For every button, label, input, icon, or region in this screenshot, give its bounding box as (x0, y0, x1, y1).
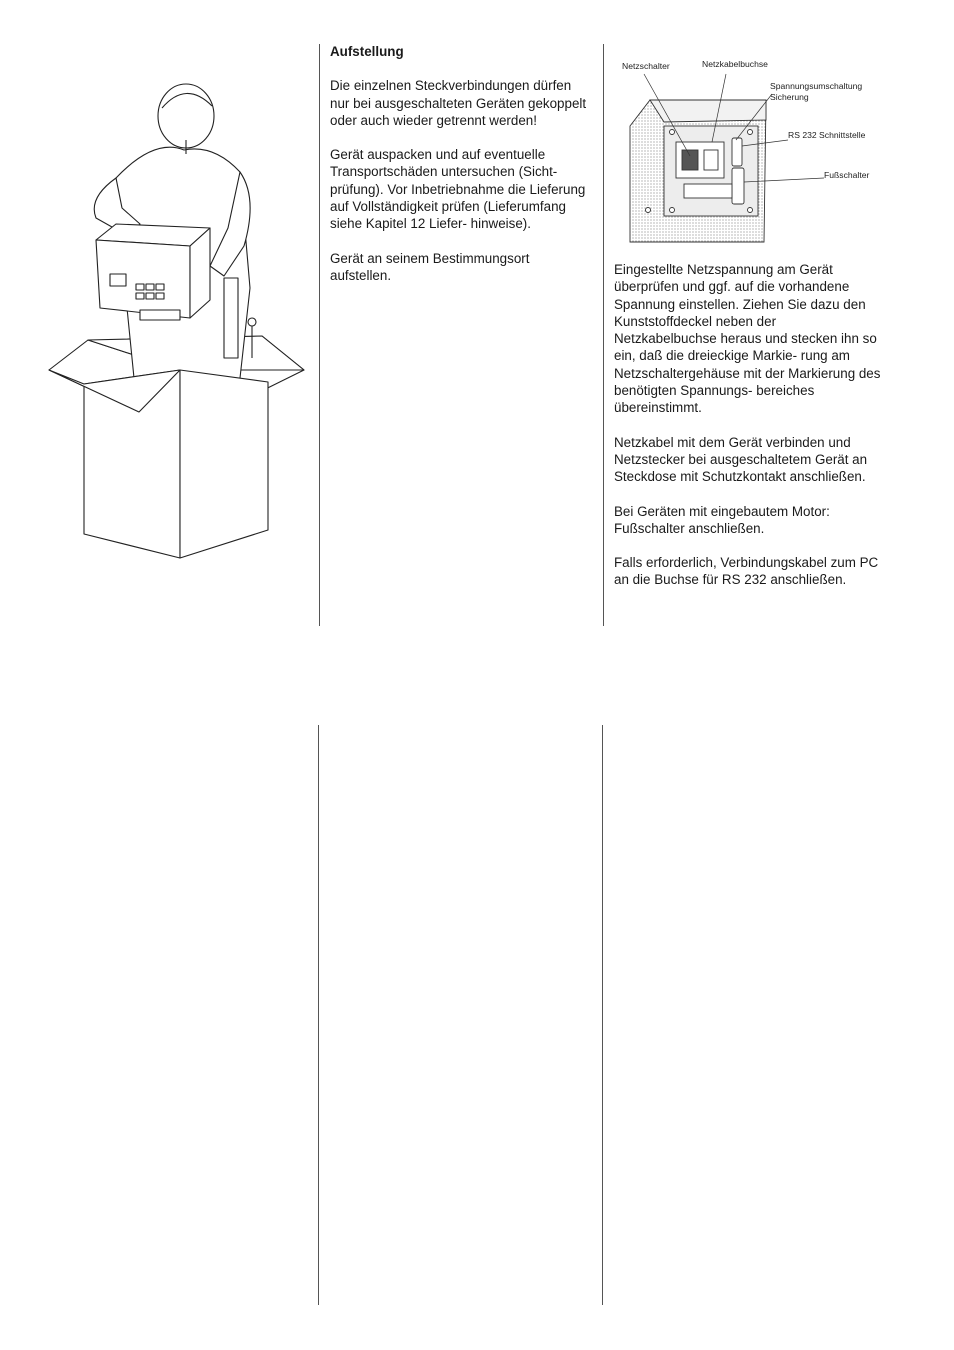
setup-paragraph: Gerät an seinem Bestimmungsort aufstellen. (330, 250, 530, 283)
column-divider-bottom-right (602, 725, 603, 1305)
label-foot-switch: Fußschalter (824, 170, 870, 180)
label-voltage-switch: Spannungsumschaltung (770, 81, 863, 91)
column-divider-top-right (603, 44, 604, 626)
label-rs232: RS 232 Schnittstelle (788, 130, 866, 140)
connection-paragraph: Netzkabel mit dem Gerät verbinden und Netzstecker bei ausgeschaltetem Gerät an Steckdose mit Schutzkontakt anschließen. (614, 434, 868, 485)
column-divider-top-left (319, 44, 320, 626)
connection-paragraph: Bei Geräten mit eingebautem Motor: Fußschalter anschließen. (614, 503, 830, 536)
setup-paragraph: Gerät auspacken und auf eventuelle Transportschäden untersuchen (Sicht- prüfung). Vor Inbetriebnahme die Lieferung auf Vollständigkeit prüfen (Lieferumfang siehe Kapitel 12 Liefer- hinweise). (330, 147, 586, 232)
label-mains-socket: Netzkabelbuchse (702, 59, 768, 69)
setup-section (330, 43, 592, 301)
label-fuse: Sicherung (770, 92, 809, 102)
unpacking-illustration (44, 78, 312, 568)
label-mains-switch: Netzschalter (622, 61, 670, 71)
connection-section (614, 261, 882, 606)
connection-paragraph: Falls erforderlich, Verbindungskabel zum PC an die Buchse für RS 232 anschließen. (614, 555, 879, 588)
connection-paragraph: Eingestellte Netzspannung am Gerät überprüfen und ggf. auf die vorhandene Spannung einstellen. Ziehen Sie dazu den Kunststoffdeckel neben der Netzkabelbuchse heraus und stecken ihn so ein, daß die dreieckige Markie- rung am Netzschaltergehäuse mit der Markierung des benötigten Spannungs- bereiches übereinstimmt. (614, 262, 881, 416)
column-divider-bottom-left (318, 725, 319, 1305)
setup-heading: Aufstellung (330, 44, 404, 59)
setup-paragraph: Die einzelnen Steckverbindungen dürfen nur bei ausgeschalteten Geräten gekoppelt oder auch wieder getrennt werden! (330, 78, 587, 128)
